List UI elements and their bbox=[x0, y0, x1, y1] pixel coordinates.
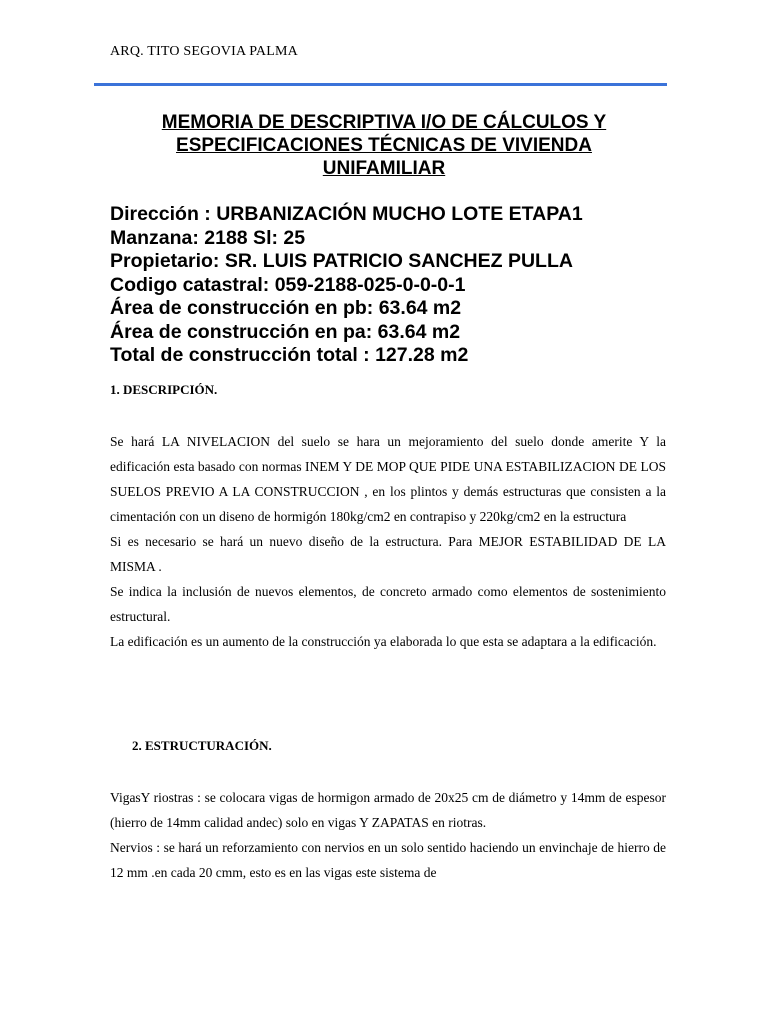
section-2-body bbox=[110, 785, 666, 885]
section-1-body bbox=[110, 429, 666, 654]
header-author: ARQ. TITO SEGOVIA PALMA bbox=[110, 44, 298, 59]
property-area-upper-floor: Área de construcción en pa: 63.64 m2 bbox=[110, 320, 461, 343]
property-total-area: Total de construcción total : 127.28 m2 bbox=[110, 344, 469, 366]
section-1-paragraph: Se indica la inclusión de nuevos elementos, de concreto armado como elementos de sostenimiento estructural. bbox=[110, 584, 666, 624]
section-1-paragraph: Si es necesario se hará un nuevo diseño de la estructura. Para MEJOR ESTABILIDAD DE LA MISMA . bbox=[110, 534, 666, 574]
section-1-heading: 1. DESCRIPCIÓN. bbox=[110, 382, 218, 397]
section-2-paragraph: VigasY riostras : se colocara vigas de hormigon armado de 20x25 cm de diámetro y 14mm de espesor (hierro de 14mm calidad andec) solo en vigas Y ZAPATAS en riotras. bbox=[110, 790, 666, 830]
property-details bbox=[110, 203, 670, 368]
property-address: Dirección : URBANIZACIÓN MUCHO LOTE ETAPA1 bbox=[110, 203, 583, 225]
title-line-3: UNIFAMILIAR bbox=[322, 158, 446, 179]
header-rule bbox=[94, 83, 667, 86]
section-2-paragraph: Nervios : se hará un reforzamiento con nervios en un solo sentido haciendo un envinchaje de hierro de 12 mm .en cada 20 cmm, esto es en las vigas este sistema de bbox=[110, 840, 666, 880]
section-1-paragraph: La edificación es un aumento de la construcción ya elaborada lo que esta se adaptara a la edificación. bbox=[110, 634, 657, 649]
property-owner: Propietario: SR. LUIS PATRICIO SANCHEZ PULLA bbox=[110, 250, 573, 272]
title-line-2: ESPECIFICACIONES TÉCNICAS DE VIVIENDA bbox=[176, 135, 592, 156]
section-2-heading: 2. ESTRUCTURACIÓN. bbox=[132, 738, 272, 753]
property-area-ground-floor: Área de construcción en pb: 63.64 m2 bbox=[110, 297, 462, 319]
property-cadastral-code: Codigo catastral: 059-2188-025-0-0-0-1 bbox=[110, 273, 466, 296]
title-line-1: MEMORIA DE DESCRIPTIVA I/O DE CÁLCULOS Y bbox=[161, 112, 607, 133]
property-block: Manzana: 2188 Sl: 25 bbox=[110, 226, 306, 249]
document-title bbox=[110, 111, 658, 180]
section-1-paragraph: Se hará LA NIVELACION del suelo se hara un mejoramiento del suelo donde amerite Y la edificación esta basado con normas INEM Y DE MOP QUE PIDE UNA ESTABILIZACION DE LOS SUELOS PREVIO A LA CONSTRUCCION , en los plintos y demás estructuras que consisten a la cimentación con un diseno de hormigón 180kg/cm2 en contrapiso y 220kg/cm2 en la estructura bbox=[110, 434, 666, 524]
